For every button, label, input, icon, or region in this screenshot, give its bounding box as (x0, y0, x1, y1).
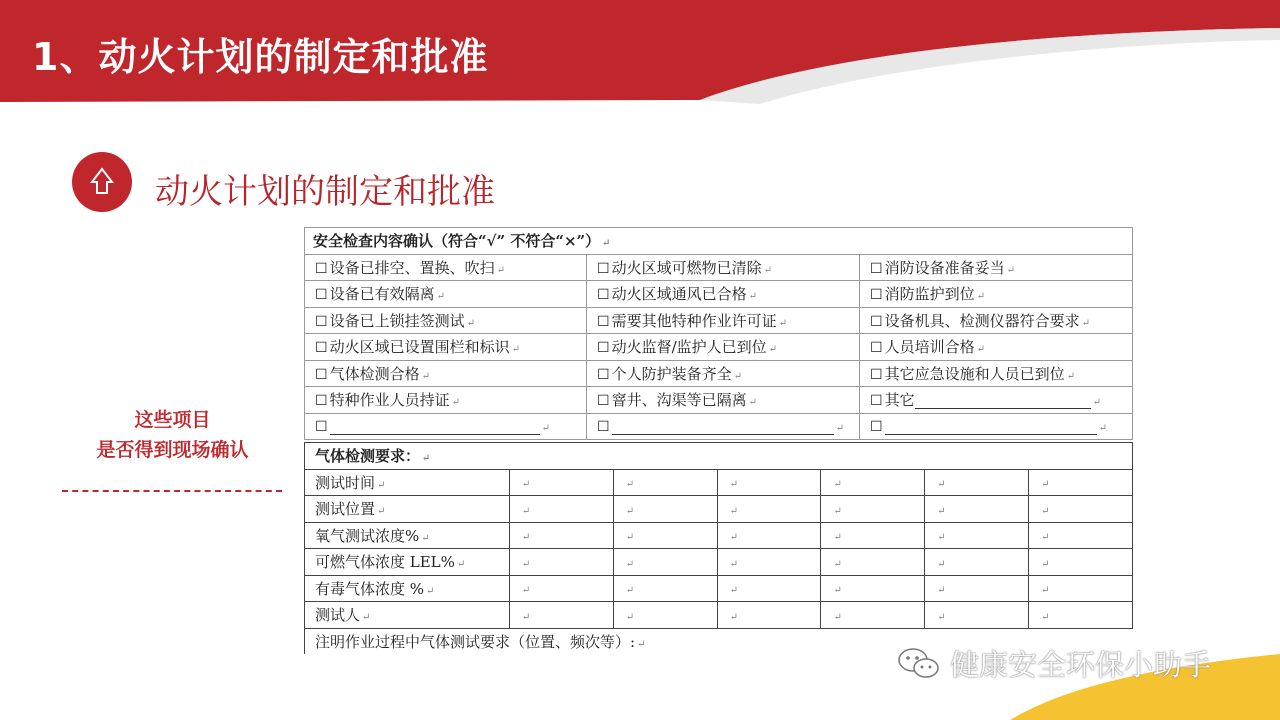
page-title: 1、动火计划的制定和批准 (32, 35, 489, 79)
checklist-item[interactable]: ☐ 消防设备准备妥当 ↵ (860, 254, 1133, 281)
checklist-item[interactable]: ☐ 特种作业人员持证 ↵ (305, 387, 587, 414)
checklist-item[interactable]: ☐ 设备机具、检测仪器符合要求 ↵ (860, 307, 1133, 334)
watermark-text: 健康安全环保小助手 (950, 648, 1212, 682)
checklist-item[interactable]: ☐ 窨井、沟渠等已隔离 ↵ (587, 387, 860, 414)
checklist-blank-item[interactable]: ☐ ↵ (305, 413, 587, 440)
gas-test-cell[interactable]: ↵ (925, 522, 1029, 549)
checklist-item[interactable]: ☐ 动火区域已设置围栏和标识 ↵ (305, 334, 587, 361)
gas-test-cell[interactable]: ↵ (717, 575, 821, 602)
checklist-item[interactable]: ☐ 设备已排空、置换、吹扫 ↵ (305, 254, 587, 281)
gas-test-cell[interactable]: ↵ (509, 469, 613, 496)
checklist-item[interactable]: ☐ 需要其他特种作业许可证 ↵ (587, 307, 860, 334)
gas-test-cell[interactable]: ↵ (613, 496, 717, 523)
checklist-item[interactable]: ☐ 动火区域通风已合格 ↵ (587, 281, 860, 308)
checklist-item[interactable]: ☐ 动火区域可燃物已清除 ↵ (587, 254, 860, 281)
gas-test-cell[interactable]: ↵ (1029, 469, 1133, 496)
gas-test-label: 有毒气体浓度 % ↵ (305, 575, 510, 602)
gas-test-label: 测试人 ↵ (305, 602, 510, 629)
gas-test-cell[interactable]: ↵ (925, 549, 1029, 576)
gas-test-cell[interactable]: ↵ (1029, 549, 1133, 576)
checklist-item[interactable]: ☐ 动火监督/监护人已到位 ↵ (587, 334, 860, 361)
gas-test-cell[interactable]: ↵ (717, 496, 821, 523)
side-note-line2: 是否得到现场确认 (96, 439, 249, 461)
gas-test-cell[interactable]: ↵ (821, 549, 925, 576)
gas-test-cell[interactable]: ↵ (1029, 522, 1133, 549)
gas-test-header: 气体检测要求： ↵ (305, 443, 1133, 470)
checklist-item[interactable]: ☐ 设备已有效隔离 ↵ (305, 281, 587, 308)
gas-test-cell[interactable]: ↵ (613, 575, 717, 602)
gas-test-cell[interactable]: ↵ (821, 575, 925, 602)
gas-test-label: 氧气测试浓度% ↵ (305, 522, 510, 549)
gas-test-cell[interactable]: ↵ (509, 522, 613, 549)
gas-test-cell[interactable]: ↵ (925, 496, 1029, 523)
gas-test-label: 可燃气体浓度 LEL% ↵ (305, 549, 510, 576)
checklist-item[interactable]: ☐ 设备已上锁挂签测试 ↵ (305, 307, 587, 334)
checklist-item[interactable]: ☐ 其它应急设施和人员已到位 ↵ (860, 360, 1133, 387)
gas-test-cell[interactable]: ↵ (925, 602, 1029, 629)
checklist-item[interactable]: ☐ 气体检测合格 ↵ (305, 360, 587, 387)
gas-test-cell[interactable]: ↵ (1029, 575, 1133, 602)
gas-test-cell[interactable]: ↵ (717, 602, 821, 629)
gas-test-cell[interactable]: ↵ (821, 496, 925, 523)
wechat-icon (896, 646, 942, 682)
gas-test-cell[interactable]: ↵ (613, 522, 717, 549)
gas-test-cell[interactable]: ↵ (509, 602, 613, 629)
gas-test-cell[interactable]: ↵ (1029, 602, 1133, 629)
gas-test-cell[interactable]: ↵ (821, 602, 925, 629)
gas-test-cell[interactable]: ↵ (821, 469, 925, 496)
gas-test-cell[interactable]: ↵ (925, 469, 1029, 496)
gas-test-label: 测试时间 ↵ (305, 469, 510, 496)
checklist-item[interactable]: ☐ 消防监护到位 ↵ (860, 281, 1133, 308)
gas-test-cell[interactable]: ↵ (1029, 496, 1133, 523)
gas-test-cell[interactable]: ↵ (925, 575, 1029, 602)
side-note-line1: 这些项目 (134, 409, 211, 431)
gas-test-label: 测试位置 ↵ (305, 496, 510, 523)
gas-test-note: 注明作业过程中气体测试要求（位置、频次等）: ↵ (305, 628, 1133, 654)
gas-test-cell[interactable]: ↵ (509, 575, 613, 602)
gas-test-cell[interactable]: ↵ (717, 469, 821, 496)
checklist-blank-item[interactable]: ☐ ↵ (860, 413, 1133, 440)
gas-test-cell[interactable]: ↵ (821, 522, 925, 549)
checklist-header: 安全检查内容确认（符合“√” 不符合“×”） ↵ (305, 228, 1133, 255)
checklist-item[interactable]: ☐ 个人防护装备齐全 ↵ (587, 360, 860, 387)
checklist-item[interactable]: ☐ 人员培训合格 ↵ (860, 334, 1133, 361)
gas-test-cell[interactable]: ↵ (613, 549, 717, 576)
gas-test-cell[interactable]: ↵ (613, 602, 717, 629)
gas-test-cell[interactable]: ↵ (717, 549, 821, 576)
checklist-blank-item[interactable]: ☐ ↵ (587, 413, 860, 440)
gas-test-cell[interactable]: ↵ (717, 522, 821, 549)
checklist-item[interactable]: ☐ 其它 ↵ (860, 387, 1133, 414)
gas-test-cell[interactable]: ↵ (613, 469, 717, 496)
section-heading: 动火计划的制定和批准 (155, 172, 495, 212)
gas-test-cell[interactable]: ↵ (509, 549, 613, 576)
gas-test-cell[interactable]: ↵ (509, 496, 613, 523)
